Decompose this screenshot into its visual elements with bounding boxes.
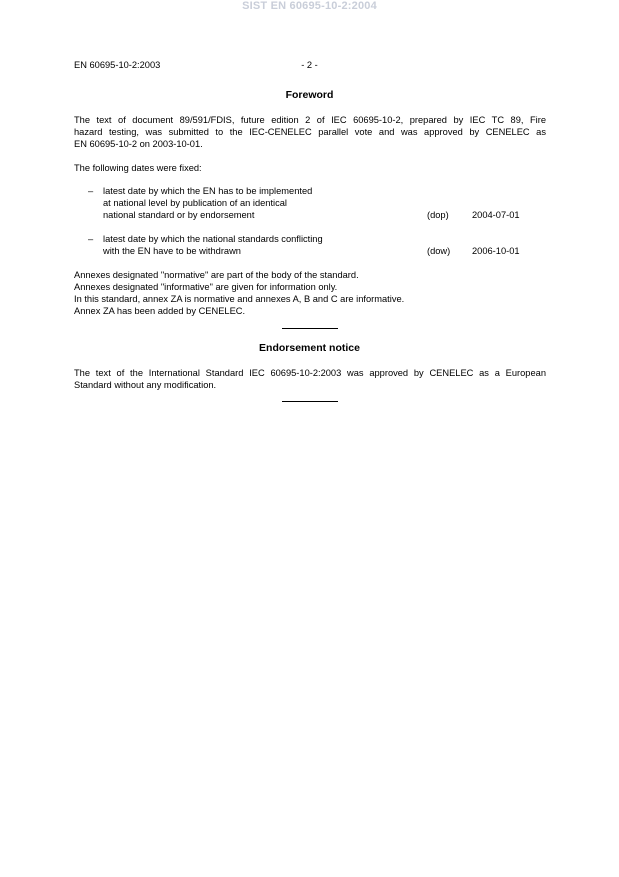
date-value: 2004-07-01: [472, 210, 520, 220]
date-code: (dop): [427, 210, 449, 220]
annex-line: Annexes designated "informative" are given for information only.: [74, 282, 338, 292]
page-number: - 2 -: [301, 60, 318, 70]
annex-line: In this standard, annex ZA is normative and annexes A, B and C are informative.: [74, 294, 405, 304]
annex-line: Annexes designated "normative" are part of the body of the standard.: [74, 270, 359, 280]
date-value: 2006-10-01: [472, 246, 520, 256]
endorsement-line: Standard without any modification.: [74, 380, 217, 390]
foreword-intro-line: The text of document 89/591/FDIS, future edition 2 of IEC 60695-10-2, prepared by IEC TC 89, Fire: [74, 115, 546, 125]
document-id: EN 60695-10-2:2003: [74, 60, 161, 70]
foreword-intro-paragraph: [74, 114, 546, 150]
date-item-text: [103, 233, 323, 257]
date-code: (dow): [427, 246, 451, 256]
annex-line: Annex ZA has been added by CENELEC.: [74, 306, 246, 316]
section-divider: [282, 328, 338, 329]
date-item-line: latest date by which the national standards conflicting: [103, 234, 323, 244]
endorsement-line: The text of the International Standard IEC 60695-10-2:2003 was approved by CENELEC as a European: [74, 368, 546, 378]
date-item-line: with the EN have to be withdrawn: [103, 246, 241, 256]
foreword-intro-line: EN 60695-10-2 on 2003-10-01.: [74, 139, 203, 149]
foreword-intro-line: hazard testing, was submitted to the IEC-CENELEC parallel vote and was approved by CENELEC as: [74, 127, 546, 137]
date-item-line: latest date by which the EN has to be implemented: [103, 186, 313, 196]
annex-paragraph: [74, 269, 546, 317]
date-item-dop: [74, 185, 546, 221]
date-item-line: at national level by publication of an identical: [103, 198, 287, 208]
endorsement-heading: Endorsement notice: [259, 342, 360, 354]
dates-intro: The following dates were fixed:: [74, 163, 202, 173]
date-item-text: [103, 185, 312, 221]
date-item-line: national standard or by endorsement: [103, 210, 255, 220]
dash-bullet: –: [88, 186, 94, 196]
dash-bullet: –: [88, 234, 94, 244]
endorsement-paragraph: [74, 367, 546, 391]
foreword-heading: Foreword: [285, 89, 334, 101]
watermark: SIST EN 60695-10-2:2004: [242, 0, 377, 12]
date-item-dow: [74, 233, 546, 257]
section-divider: [282, 401, 338, 402]
